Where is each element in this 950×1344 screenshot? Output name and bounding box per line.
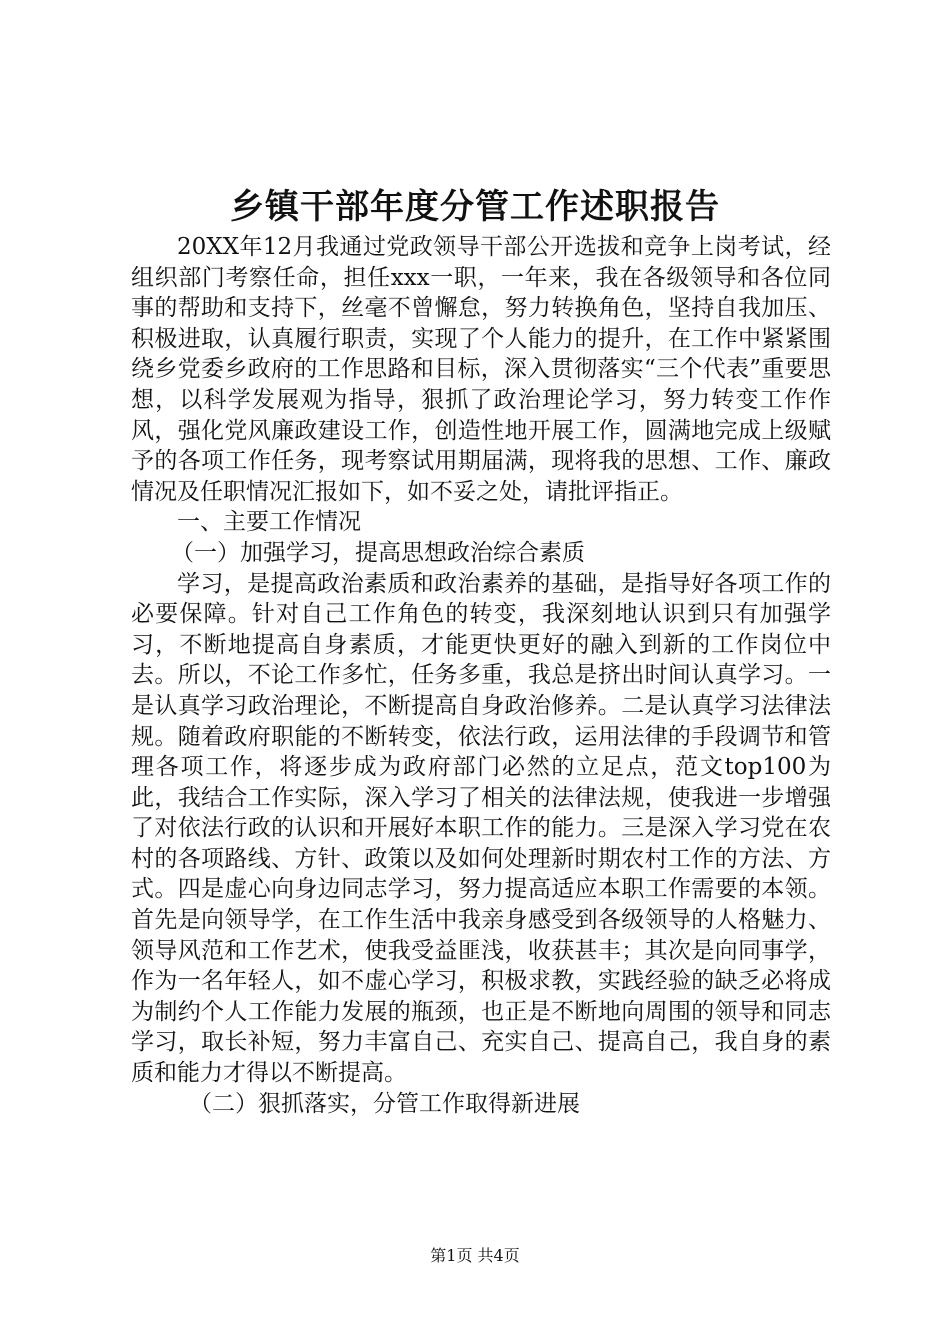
section-heading-main-work: 一、主要工作情况	[177, 509, 361, 536]
document-title: 乡镇干部年度分管工作述职报告	[230, 187, 720, 227]
page-footer: 第1页 共4页	[430, 1246, 520, 1265]
intro-paragraph: 20XX年12月我通过党政领导干部公开选拔和竞争上岗考试，经组织部门考察任命，担任xxx一职，一年来，我在各级领导和各位同事的帮助和支持下，丝毫不曾懈怠，努力转换角色，坚持自我加压、积极进取，认真履行职责，实现了个人能力的提升，在工作中紧紧围绕乡党委乡政府的工作思路和目标，深入贯彻落实“三个代表”重要思想，以科学发展观为指导，狠抓了政治理论学习，努力转变工作作风，强化党风廉政建设工作，创造性地开展工作，圆满地完成上级赋予的各项工作任务，现考察试用期届满，现将我的思想、工作、廉政情况及任职情况汇报如下，如不妥之处，请批评指正。	[131, 234, 831, 505]
subsection-heading-study: （一）加强学习，提高思想政治综合素质	[171, 539, 585, 566]
document-body	[131, 232, 831, 1119]
subsection-heading-implementation: （二）狠抓落实，分管工作取得新进展	[189, 1090, 580, 1117]
study-paragraph: 学习，是提高政治素质和政治素养的基础，是指导好各项工作的必要保障。针对自己工作角色的转变，我深刻地认识到只有加强学习，不断地提高自身素质，才能更快更好的融入到新的工作岗位中去。所以，不论工作多忙，任务多重，我总是挤出时间认真学习。一是认真学习政治理论，不断提高自身政治修养。二是认真学习法律法规。随着政府职能的不断转变，依法行政，运用法律的手段调节和管理各项工作，将逐步成为政府部门必然的立足点，范文top100为此，我结合工作实际，深入学习了相关的法律法规，使我进一步增强了对依法行政的认识和开展好本职工作的能力。三是深入学习党在农村的各项路线、方针、政策以及如何处理新时期农村工作的方法、方式。四是虚心向身边同志学习，努力提高适应本职工作需要的本领。首先是向领导学，在工作生活中我亲身感受到各级领导的人格魅力、领导风范和工作艺术，使我受益匪浅，收获甚丰；其次是向同事学，作为一名年轻人，如不虚心学习，积极求教，实践经验的缺乏必将成为制约个人工作能力发展的瓶颈，也正是不断地向周围的领导和同志学习，取长补短，努力丰富自己、充实自己、提高自己，我自身的素质和能力才得以不断提高。	[131, 570, 831, 1087]
